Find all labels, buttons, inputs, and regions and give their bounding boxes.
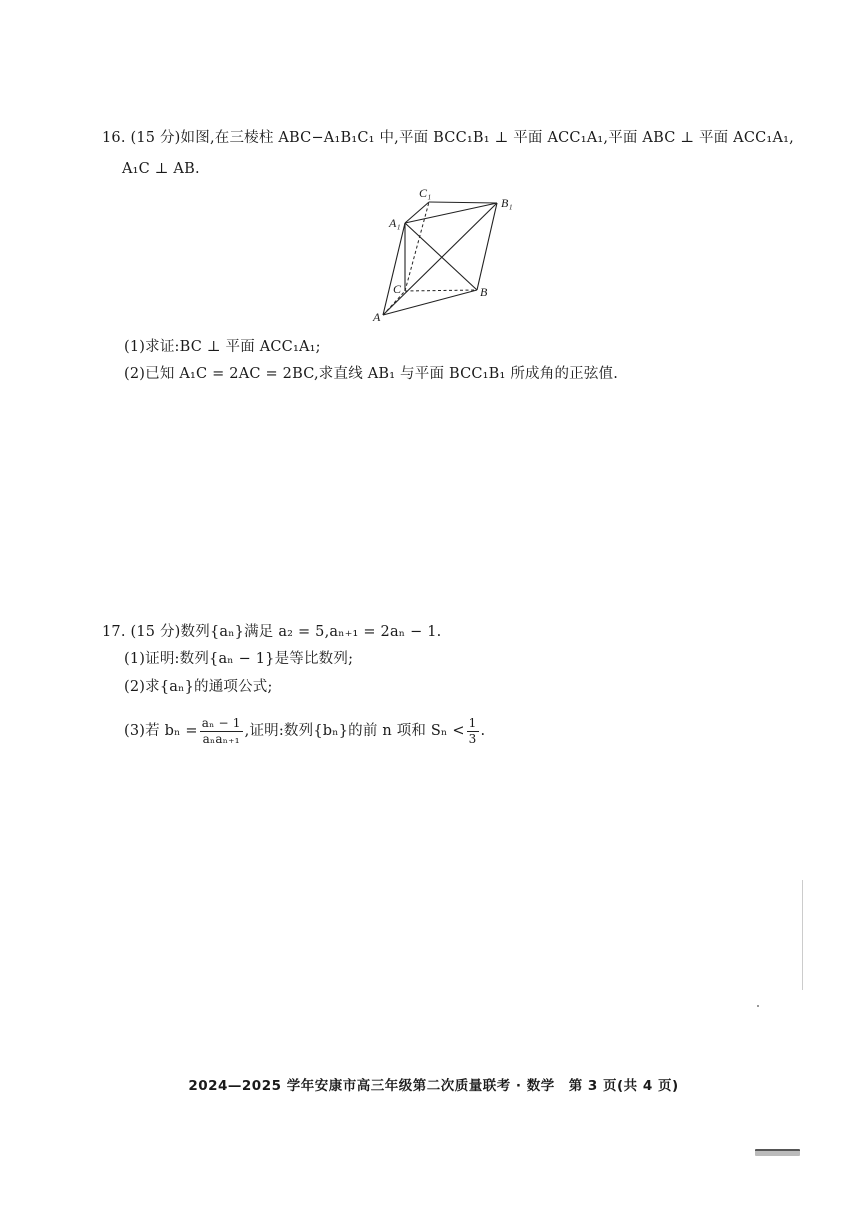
q17-part3-middle: ,证明:数列{bₙ}的前 n 项和 Sₙ < — [244, 723, 465, 739]
prism-figure — [365, 183, 535, 328]
q17-one-third-num: 1 — [468, 715, 477, 730]
label-C1: C₁ — [419, 186, 432, 200]
edge-A1-B1 — [405, 203, 497, 223]
scan-edge-mark — [802, 880, 803, 990]
label-B: B — [480, 285, 488, 299]
scan-dot — [757, 1005, 759, 1007]
q17-one-third — [467, 716, 479, 747]
edge-A-A1 — [383, 223, 405, 315]
label-C: C — [393, 282, 402, 296]
q16-part2: (2)已知 A₁C = 2AC = 2BC,求直线 AB₁ 与平面 BCC₁B₁ 所成角的正弦值. — [124, 366, 619, 382]
q16-stem-line1: 16. (15 分)如图,在三棱柱 ABC−A₁B₁C₁ 中,平面 BCC₁B₁ ⊥ 平面 ACC₁A₁,平面 ABC ⊥ 平面 ACC₁A₁, — [102, 130, 794, 146]
label-B1: B₁ — [501, 196, 513, 210]
edge-C-B — [405, 290, 477, 291]
edge-C1-B1 — [429, 202, 497, 203]
q17-stem: 17. (15 分)数列{aₙ}满足 a₂ = 5,aₙ₊₁ = 2aₙ − 1. — [102, 624, 442, 640]
label-A: A — [373, 310, 381, 324]
q17-part2: (2)求{aₙ}的通项公式; — [124, 679, 273, 695]
edge-B1-B — [477, 203, 497, 290]
q17-bn-fraction — [200, 716, 243, 747]
q17-part1: (1)证明:数列{aₙ − 1}是等比数列; — [124, 651, 354, 667]
q17-part3-end: . — [480, 723, 486, 739]
q17-part3-prefix: (3)若 bₙ = — [124, 723, 198, 739]
q17-part3 — [124, 708, 485, 754]
q17-bn-denominator: aₙaₙ₊₁ — [202, 731, 240, 746]
edge-C-C1 — [405, 202, 429, 291]
scan-artifact-bar — [755, 1149, 800, 1156]
q17-bn-numerator: aₙ − 1 — [201, 715, 241, 730]
page-footer: 2024—2025 学年安康市高三年级第二次质量联考 · 数学 第 3 页(共 4 页) — [188, 1078, 679, 1094]
q16-stem-line2: A₁C ⊥ AB. — [122, 161, 200, 177]
q17-one-third-den: 3 — [468, 731, 477, 746]
q16-part1: (1)求证:BC ⊥ 平面 ACC₁A₁; — [124, 339, 321, 355]
label-A1: A₁ — [389, 216, 401, 230]
